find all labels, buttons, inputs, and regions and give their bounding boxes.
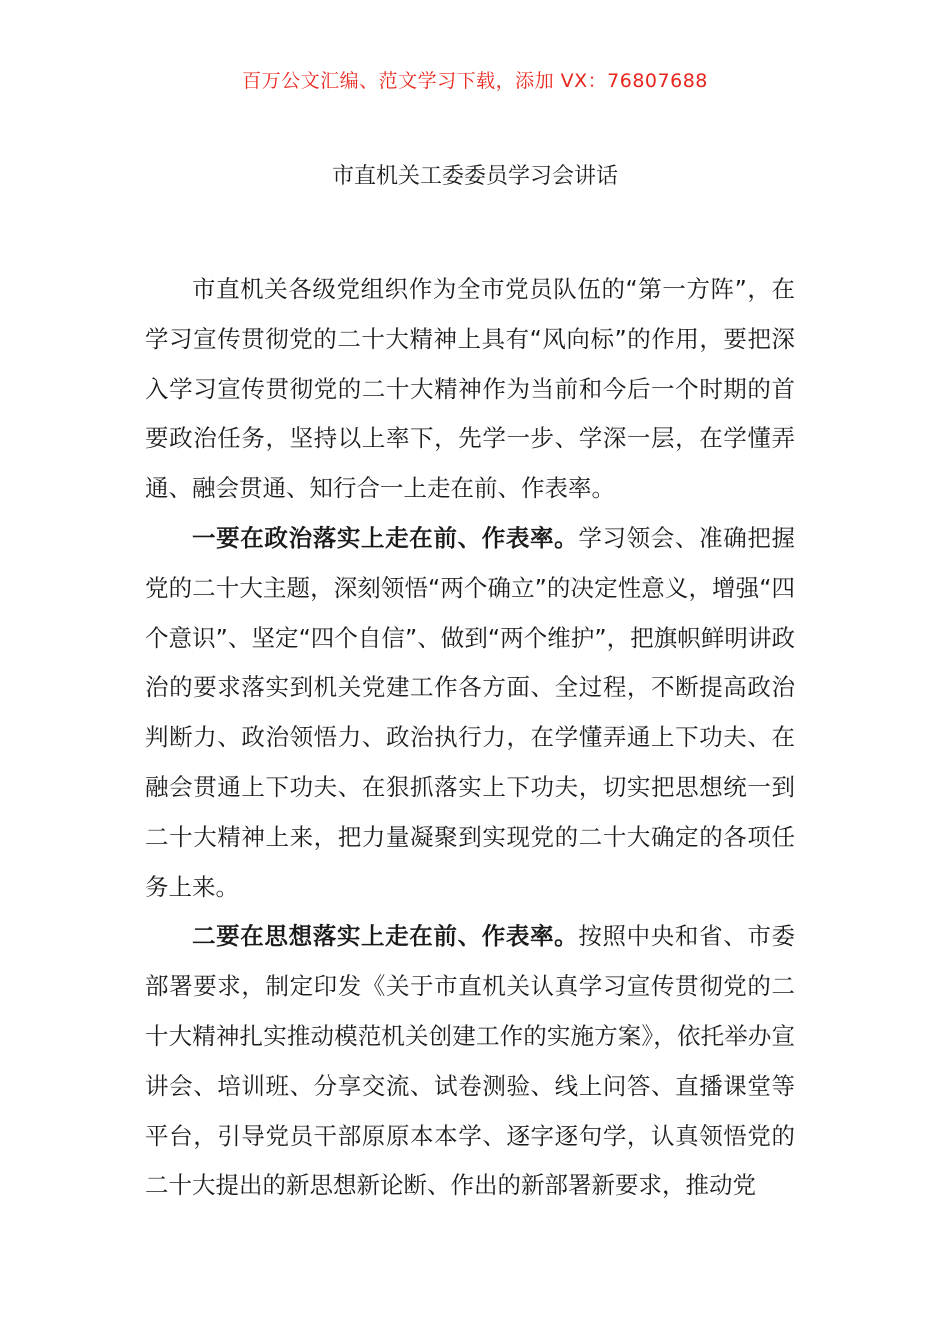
paragraph-text: 学习领会、准确把握党的二十大主题，深刻领悟“两个确立”的决定性意义，增强“四个意识”、坚定“四个自信”、做到“两个维护”，把旗帜鲜明讲政治的要求落实到机关党建工作各方面、全过程，不断提高政治判断力、政治领悟力、政治执行力，在学懂弄通上下功夫、在融会贯通上下功夫、在狠抓落实上下功夫，切实把思想统一到二十大精神上来，把力量凝聚到实现党的二十大确定的各项任务上来。 xyxy=(145,523,796,901)
paragraph-text: 市直机关各级党组织作为全市党员队伍的“第一方阵”，在学习宣传贯彻党的二十大精神上具有“风向标”的作用，要把深入学习宣传贯彻党的二十大精神作为当前和今后一个时期的首要政治任务，坚持以上率下，先学一步、学深一层，在学懂弄通、融会贯通、知行合一上走在前、作表率。 xyxy=(145,275,795,503)
paragraph-intro xyxy=(145,265,795,514)
header-banner: 百万公文汇编、范文学习下载，添加 VX：76807688 xyxy=(242,70,708,92)
paragraph-point-2 xyxy=(145,912,795,1211)
document-title: 市直机关工委委员学习会讲话 xyxy=(331,164,618,189)
paragraph-lead: 二要在思想落实上走在前、作表率。 xyxy=(192,922,579,951)
paragraph-point-1 xyxy=(145,514,795,912)
document-body xyxy=(145,265,795,1211)
paragraph-lead: 一要在政治落实上走在前、作表率。 xyxy=(192,523,579,552)
paragraph-text: 按照中央和省、市委部署要求，制定印发《关于市直机关认真学习宣传贯彻党的二十大精神扎实推动模范机关创建工作的实施方案》，依托举办宣讲会、培训班、分享交流、试卷测验、线上问答、直播课堂等平台，引导党员干部原原本本学、逐字逐句学，认真领悟党的二十大提出的新思想新论断、作出的新部署新要求，推动党 xyxy=(145,922,796,1200)
